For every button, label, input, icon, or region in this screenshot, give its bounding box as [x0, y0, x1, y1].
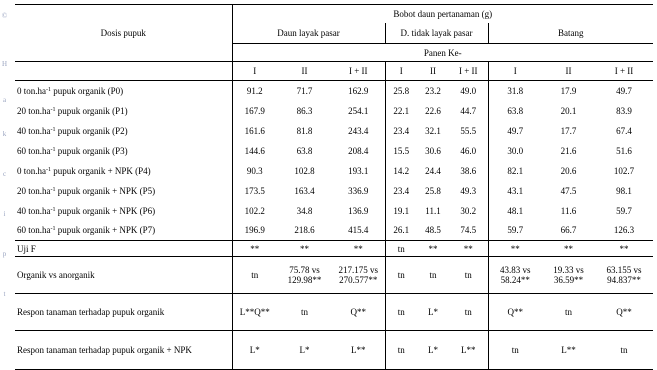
cell: 22.6	[425, 105, 441, 116]
sub-header: I + II	[614, 66, 634, 76]
cell: tn	[564, 307, 572, 317]
table-row	[15, 81, 653, 101]
cell: 43.83 vs 58.24**	[488, 257, 542, 294]
cell: 46.0	[460, 145, 477, 156]
cell: tn	[429, 270, 437, 280]
cell: 63.8	[488, 101, 542, 121]
cell: tn	[232, 257, 277, 294]
group-header-daun-layak: Daun layak pasar	[232, 23, 385, 44]
cell: 63.8	[296, 145, 313, 156]
cell: 102.8	[294, 165, 315, 176]
cell: 24.4	[425, 165, 441, 176]
row-header: Dosis pupuk	[100, 28, 146, 38]
cell: **	[300, 243, 309, 254]
cell: 91.2	[232, 81, 277, 101]
cell: 82.1	[488, 161, 542, 181]
cell: tn	[300, 307, 308, 317]
row-label: Respon tanaman terhadap pupuk organik + NPK	[17, 345, 192, 355]
cell: 22.1	[385, 101, 417, 121]
cell: 23.2	[425, 85, 441, 96]
cell: 102.2	[232, 201, 277, 221]
cell: 90.3	[232, 161, 277, 181]
cell: 173.5	[232, 181, 277, 201]
cell: 196.9	[232, 221, 277, 241]
cell: 25.8	[425, 185, 441, 196]
cell: Q**	[350, 307, 366, 317]
cell: tn	[385, 257, 417, 294]
cell: **	[488, 241, 542, 257]
cell: tn	[385, 241, 417, 257]
table-row	[15, 201, 653, 221]
respon-organik-npk-row	[15, 331, 653, 370]
cell: 63.155 vs 94.837**	[606, 265, 642, 285]
organik-vs-anorganik-row	[15, 257, 653, 294]
cell: **	[232, 241, 277, 257]
cell: 55.5	[460, 125, 477, 136]
cell: 81.8	[296, 125, 313, 136]
table-row	[15, 181, 653, 201]
cell: 86.3	[296, 105, 313, 116]
cell: 66.7	[560, 225, 577, 236]
cell: 59.7	[488, 221, 542, 241]
cell: 47.5	[560, 185, 577, 196]
cell: 23.4	[385, 121, 417, 141]
sub-header: II	[301, 66, 308, 76]
cell: L**	[461, 345, 476, 355]
sub-header: II	[565, 66, 572, 76]
cell: 336.9	[348, 185, 369, 196]
cell: 30.0	[488, 141, 542, 161]
row-label: 0 $ton.ha^{-1}$ pupuk organik (P0)	[17, 85, 124, 96]
cell: 217.175 vs 270.577**	[338, 265, 378, 285]
group-header-daun-tidak-layak: D. tidak layak pasar	[385, 23, 488, 44]
table-row	[15, 121, 653, 141]
sub-header: I	[385, 62, 417, 81]
cell: 23.4	[385, 181, 417, 201]
cell: 15.5	[385, 141, 417, 161]
cell: 167.9	[232, 101, 277, 121]
cell: 218.6	[294, 225, 315, 236]
cell: L*	[428, 345, 438, 355]
row-label: 40 $ton.ha^{-1}$ pupuk organik (P2)	[17, 125, 128, 136]
cell: Q**	[616, 307, 632, 317]
cell: **	[564, 243, 573, 254]
table-row	[15, 221, 653, 241]
cell: tn	[385, 331, 417, 370]
cell: 38.6	[460, 165, 477, 176]
table-row	[15, 101, 653, 121]
cell: 71.7	[296, 85, 313, 96]
cell: L*	[232, 331, 277, 370]
table-row	[15, 141, 653, 161]
row-label: 20 $ton.ha^{-1}$ pupuk organik (P1)	[17, 105, 128, 116]
cell: 74.5	[460, 225, 477, 236]
cell: 44.7	[460, 105, 477, 116]
data-table	[15, 4, 653, 370]
cell: **	[463, 243, 473, 254]
cell: 43.1	[488, 181, 542, 201]
cell: tn	[464, 270, 472, 280]
cell: 48.1	[488, 201, 542, 221]
cell: 19.33 vs 36.59**	[553, 265, 584, 285]
cell: 254.1	[348, 105, 369, 116]
cell: 136.9	[348, 205, 369, 216]
cell: 83.9	[616, 105, 632, 116]
cell: 30.6	[425, 145, 441, 156]
cell: 126.3	[613, 225, 635, 236]
cell: tn	[464, 307, 472, 317]
cell: L**Q**	[232, 294, 277, 331]
cell: 193.1	[348, 165, 369, 176]
sub-header: II	[430, 66, 436, 76]
cell: tn	[620, 345, 628, 355]
cell: 49.7	[616, 85, 632, 96]
cell: 144.6	[232, 141, 277, 161]
cell: 31.8	[488, 81, 542, 101]
group-header-batang: Batang	[488, 23, 653, 44]
cell: tn	[488, 331, 542, 370]
cell: **	[353, 243, 363, 254]
cell: 20.1	[560, 105, 577, 116]
cell: 14.2	[385, 161, 417, 181]
cell: tn	[385, 294, 417, 331]
cell: 11.1	[425, 205, 441, 216]
cell: 11.6	[560, 205, 577, 216]
row-label: 0 $ton.ha^{-1}$ pupuk organik + NPK (P4)	[17, 165, 151, 176]
respon-organik-row	[15, 294, 653, 331]
cell: **	[428, 243, 438, 254]
cell: 30.2	[460, 205, 477, 216]
cell: 34.8	[296, 205, 313, 216]
cell: 161.6	[232, 121, 277, 141]
page-edge-watermark: © H a k c i p t	[1, 12, 8, 298]
main-header: Bobot daun pertanaman (g)	[232, 5, 653, 23]
sub-header: I	[488, 62, 542, 81]
cell: 243.4	[348, 125, 369, 136]
cell: 75.78 vs 129.98**	[287, 265, 322, 285]
cell: 26.1	[385, 221, 417, 241]
sub-header: I	[232, 62, 277, 81]
cell: 19.1	[385, 201, 417, 221]
sub-header: I + II	[348, 66, 368, 76]
cell: L**	[561, 345, 576, 355]
row-label: 40 $ton.ha^{-1}$ pupuk organik + NPK (P6)	[17, 205, 156, 216]
cell: 48.5	[425, 225, 441, 236]
sub-header-row	[15, 62, 653, 81]
cell: 163.4	[294, 185, 315, 196]
cell: 21.6	[560, 145, 577, 156]
cell: 32.1	[425, 125, 441, 136]
row-label: 60 $ton.ha^{-1}$ pupuk organik (P3)	[17, 145, 128, 156]
cell: 49.7	[488, 121, 542, 141]
cell: L**	[351, 345, 366, 355]
cell: L*	[428, 307, 438, 317]
cell: L*	[299, 345, 310, 355]
cell: 59.7	[616, 205, 632, 216]
cell: 17.7	[560, 125, 577, 136]
row-label: Uji F	[17, 243, 36, 254]
uji-f-row	[15, 241, 653, 257]
cell: 20.6	[560, 165, 577, 176]
cell: Q**	[488, 294, 542, 331]
cell: 102.7	[613, 165, 635, 176]
sub-header: I + II	[458, 66, 478, 76]
cell: 98.1	[616, 185, 632, 196]
cell: 49.0	[460, 85, 477, 96]
cell: 25.8	[385, 81, 417, 101]
row-label: Organik vs anorganik	[17, 270, 95, 280]
cell: 51.6	[616, 145, 632, 156]
cell: **	[619, 243, 629, 254]
cell: 415.4	[348, 225, 369, 236]
table-row	[15, 161, 653, 181]
cell: 208.4	[348, 145, 369, 156]
row-label: Respon tanaman terhadap pupuk organik	[17, 307, 165, 317]
row-label: 60 $ton.ha^{-1}$ pupuk organik + NPK (P7)	[17, 225, 156, 236]
cell: 67.4	[616, 125, 632, 136]
row-label: 20 $ton.ha^{-1}$ pupuk organik + NPK (P5)	[17, 185, 156, 196]
harvest-header: Panen Ke-	[232, 44, 653, 62]
cell: 162.9	[348, 85, 369, 96]
cell: 49.3	[460, 185, 477, 196]
cell: 17.9	[560, 85, 577, 96]
